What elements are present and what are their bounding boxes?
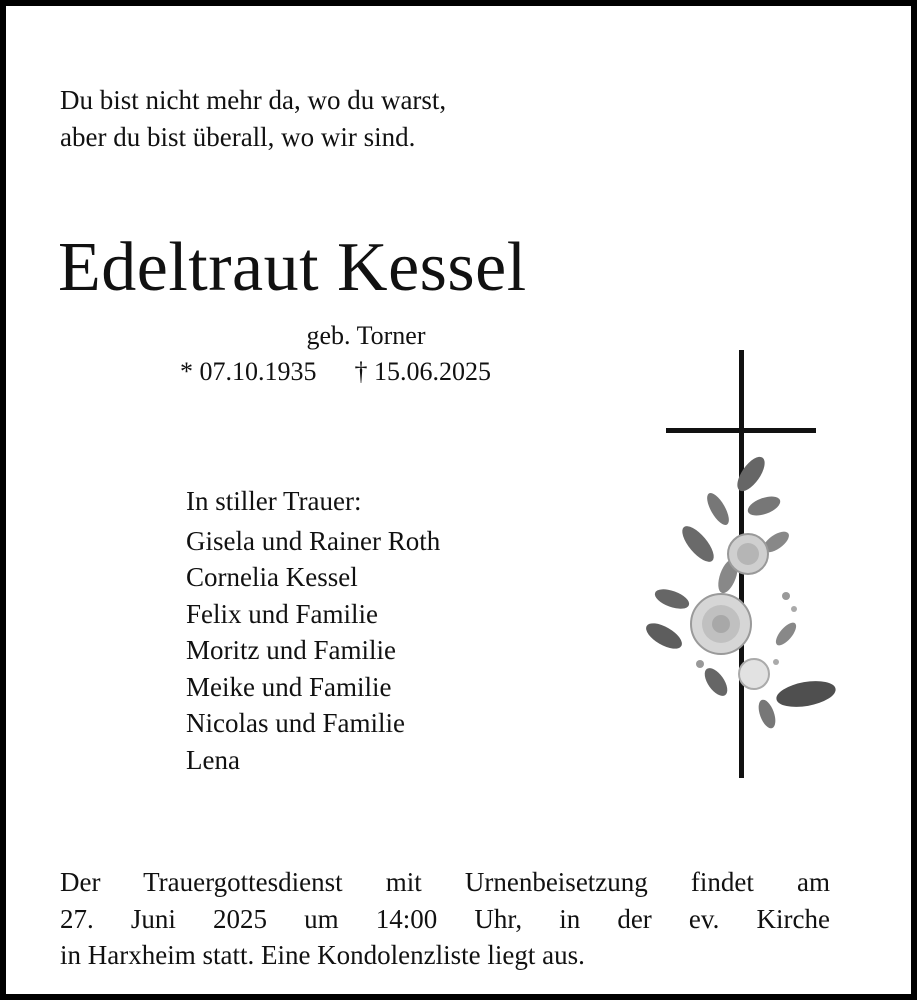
cross-with-roses-icon xyxy=(636,344,846,784)
service-line-3: in Harxheim statt. Eine Kondolenzliste liegt aus. xyxy=(60,940,585,970)
mourner-name: Felix und Familie xyxy=(186,598,378,629)
mourner-name: Lena xyxy=(186,744,240,775)
service-line-1: Der Trauergottesdienst mit Urnenbeisetzung findet am xyxy=(60,867,830,897)
mourner-name: Gisela und Rainer Roth xyxy=(186,525,441,556)
life-dates xyxy=(180,356,491,388)
motto-line-1: Du bist nicht mehr da, wo du warst, xyxy=(60,85,447,115)
deceased-name: Edeltraut Kessel xyxy=(58,229,527,306)
death-date: † 15.06.2025 xyxy=(354,357,491,386)
funeral-service-info xyxy=(60,864,830,974)
mourners-heading: In stiller Trauer: xyxy=(186,486,362,516)
mourner-name: Meike und Familie xyxy=(186,671,392,702)
mourner-name: Nicolas und Familie xyxy=(186,708,405,738)
motto-line-2: aber du bist überall, wo wir sind. xyxy=(60,122,416,152)
birth-date: * 07.10.1935 xyxy=(180,357,317,386)
mourner-name: Cornelia Kessel xyxy=(186,562,358,592)
mourners-block xyxy=(186,483,440,778)
mourner-name: Moritz und Familie xyxy=(186,635,396,665)
maiden-name: geb. Torner xyxy=(306,321,426,350)
service-line-2: 27. Juni 2025 um 14:00 Uhr, in der ev. Kirche xyxy=(60,903,830,934)
motto-quote xyxy=(60,82,446,156)
